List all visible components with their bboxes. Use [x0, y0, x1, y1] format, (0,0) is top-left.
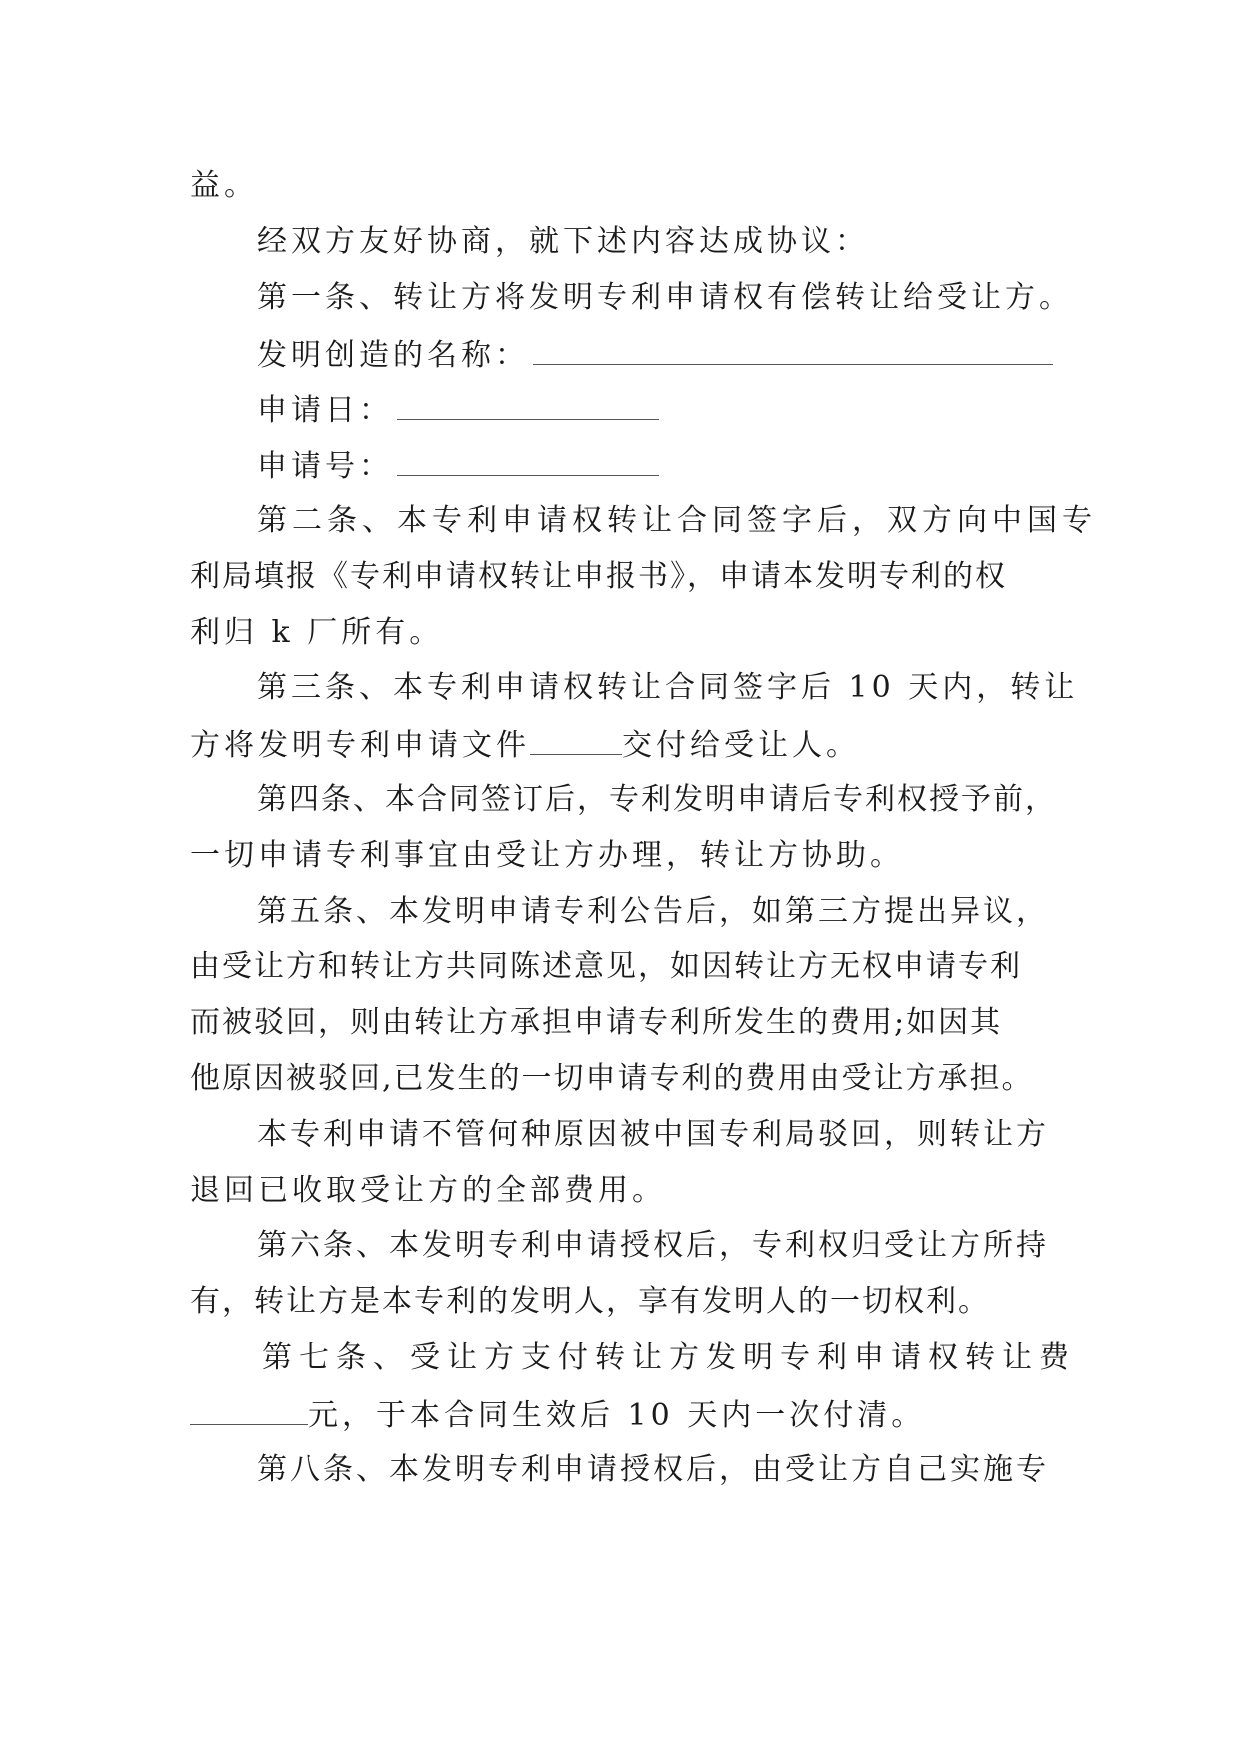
invention-name-row — [257, 334, 1117, 374]
text-line-16: 而被驳回，则由转让方承担申请专利所发生的费用;如因其 — [190, 1005, 1003, 1040]
text-line-20: 第六条、本发明专利申请授权后，专利权归受让方所持 — [257, 1228, 1049, 1263]
text-line-2: 经双方友好协商，就下述内容达成协议： — [257, 224, 869, 259]
text-line-9: 利归 k 厂所有。 — [190, 615, 444, 650]
text-line-7: 第二条、本专利申请权转让合同签字后，双方向中国专 — [257, 503, 1097, 538]
text-line-22: 第七条、受让方支付转让方发明专利申请权转让费 — [262, 1340, 1076, 1375]
application-number-blank[interactable] — [397, 445, 659, 476]
text-line-8: 利局填报《专利申请权转让申报书》，申请本发明专利的权 — [190, 559, 1007, 594]
text-line-14: 第五条、本发明申请专利公告后，如第三方提出异议， — [257, 894, 1049, 929]
submission-blank[interactable] — [530, 724, 622, 755]
text-line-19: 退回已收取受让方的全部费用。 — [190, 1173, 666, 1208]
application-date-label: 申请日： — [257, 393, 393, 428]
text-line-11 — [190, 724, 1050, 764]
text-line-12: 第四条、本合同签订后，专利发明申请后专利权授予前， — [257, 782, 1057, 817]
transfer-fee-blank[interactable] — [190, 1394, 308, 1425]
transfer-fee-suffix: 元，于本合同生效后 10 天内一次付清。 — [308, 1398, 926, 1433]
text-line-13: 一切申请专利事宜由受让方办理，转让方协助。 — [190, 838, 904, 873]
application-date-blank[interactable] — [397, 389, 659, 420]
transfer-fee-row — [190, 1394, 1050, 1434]
invention-name-blank[interactable] — [533, 334, 1053, 365]
text-line-10: 第三条、本专利申请权转让合同签字后 10 天内，转让 — [257, 670, 1079, 705]
invention-name-label: 发明创造的名称： — [257, 338, 529, 373]
text-line-1: 益。 — [190, 168, 258, 203]
text-line-15: 由受让方和转让方共同陈述意见，如因转让方无权申请专利 — [190, 949, 1022, 984]
text-line-17: 他原因被驳回,已发生的一切申请专利的费用由受让方承担。 — [190, 1061, 1034, 1096]
text-line-24: 第八条、本发明专利申请授权后，由受让方自己实施专 — [257, 1452, 1049, 1487]
application-number-row — [257, 445, 1117, 485]
application-date-row — [257, 389, 1117, 429]
submission-label: 方将发明专利申请文件 — [190, 728, 530, 763]
text-line-21: 有，转让方是本专利的发明人，享有发明人的一切权利。 — [190, 1284, 990, 1319]
application-number-label: 申请号： — [257, 449, 393, 484]
text-line-3: 第一条、转让方将发明专利申请权有偿转让给受让方。 — [257, 280, 1073, 315]
submission-suffix: 交付给受让人。 — [622, 728, 860, 763]
text-line-18: 本专利申请不管何种原因被中国专利局驳回，则转让方 — [257, 1117, 1049, 1152]
